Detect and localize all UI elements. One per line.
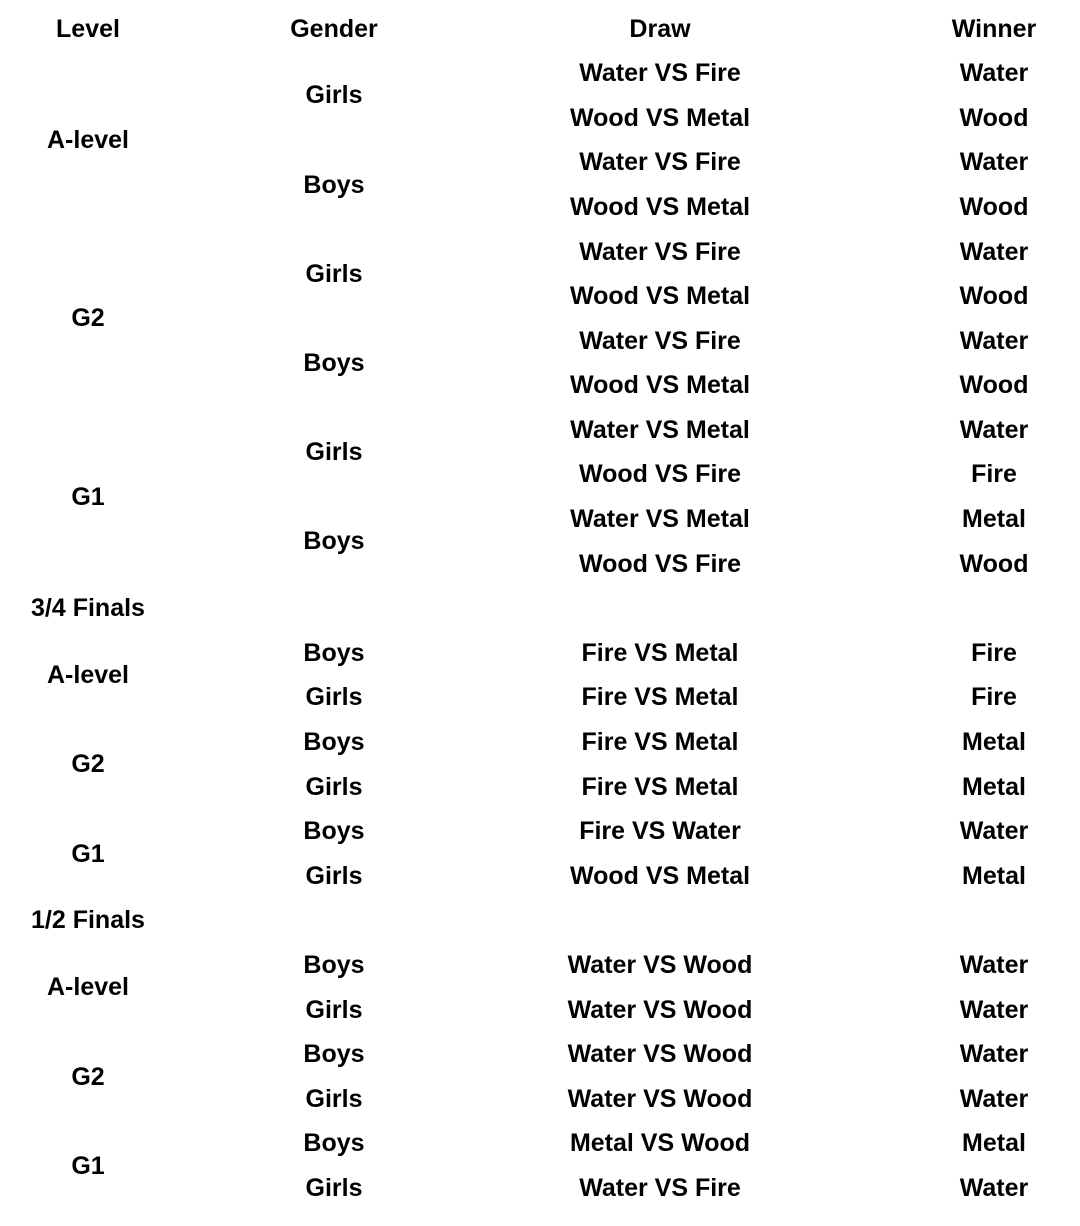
table-row xyxy=(0,810,1080,855)
winner-cell: Water xyxy=(959,326,1029,355)
draw-cell: Water VS Wood xyxy=(567,951,753,980)
draw-cell: Fire VS Metal xyxy=(581,772,739,801)
draw-cell: Water VS Fire xyxy=(579,237,741,266)
level-cell: G1 xyxy=(71,482,105,511)
section-title: 3/4 Finals xyxy=(31,594,145,623)
empty-cell xyxy=(176,899,492,944)
winner-cell: Wood xyxy=(959,282,1029,311)
level-cell: G1 xyxy=(71,1151,105,1180)
winner-cell: Water xyxy=(959,415,1029,444)
winner-cell: Water xyxy=(959,148,1029,177)
draw-cell: Water VS Fire xyxy=(579,1173,741,1202)
level-cell: G2 xyxy=(71,304,105,333)
gender-cell: Girls xyxy=(305,81,363,110)
gender-cell: Girls xyxy=(305,1173,363,1202)
winner-cell: Metal xyxy=(962,1129,1026,1158)
winner-cell: Water xyxy=(959,59,1029,88)
level-cell: A-level xyxy=(47,973,129,1002)
column-header-gender: Gender xyxy=(290,14,378,43)
level-cell: G2 xyxy=(71,750,105,779)
winner-cell: Wood xyxy=(959,103,1029,132)
section-title-row xyxy=(0,587,1080,632)
winner-cell: Water xyxy=(959,1084,1029,1113)
draw-cell: Wood VS Fire xyxy=(578,460,742,489)
gender-cell: Girls xyxy=(305,995,363,1024)
draw-cell: Water VS Metal xyxy=(570,415,750,444)
gender-cell: Girls xyxy=(305,683,363,712)
draw-cell: Water VS Wood xyxy=(567,1040,753,1069)
empty-cell xyxy=(828,899,1080,944)
winner-cell: Wood xyxy=(959,192,1029,221)
draw-cell: Wood VS Metal xyxy=(569,192,751,221)
winner-cell: Metal xyxy=(962,772,1026,801)
draw-cell: Wood VS Metal xyxy=(569,371,751,400)
winner-cell: Water xyxy=(959,237,1029,266)
gender-cell: Girls xyxy=(305,861,363,890)
table-row xyxy=(0,1122,1080,1167)
gender-cell: Boys xyxy=(303,951,365,980)
gender-cell: Boys xyxy=(303,527,365,556)
winner-cell: Metal xyxy=(962,861,1026,890)
table-row xyxy=(0,631,1080,676)
draw-cell: Wood VS Fire xyxy=(578,549,742,578)
empty-cell xyxy=(492,899,828,944)
winner-cell: Wood xyxy=(959,371,1029,400)
draw-cell: Water VS Wood xyxy=(567,995,753,1024)
winner-cell: Water xyxy=(959,1040,1029,1069)
gender-cell: Boys xyxy=(303,170,365,199)
gender-cell: Boys xyxy=(303,728,365,757)
column-header-level: Level xyxy=(56,14,120,43)
empty-cell xyxy=(828,587,1080,632)
level-cell: G1 xyxy=(71,839,105,868)
empty-cell xyxy=(492,587,828,632)
gender-cell: Boys xyxy=(303,1040,365,1069)
draw-cell: Metal VS Wood xyxy=(569,1129,751,1158)
winner-cell: Fire xyxy=(971,638,1017,667)
draw-cell: Water VS Metal xyxy=(570,505,750,534)
column-header-draw: Draw xyxy=(629,14,691,43)
winner-cell: Metal xyxy=(962,728,1026,757)
table-row xyxy=(0,230,1080,275)
level-cell: G2 xyxy=(71,1062,105,1091)
winner-cell: Water xyxy=(959,995,1029,1024)
table-row xyxy=(0,408,1080,453)
winner-cell: Water xyxy=(959,817,1029,846)
table-row xyxy=(0,721,1080,766)
level-cell: A-level xyxy=(47,126,129,155)
gender-cell: Boys xyxy=(303,349,365,377)
gender-cell: Boys xyxy=(303,817,365,846)
gender-cell: Girls xyxy=(305,1084,363,1113)
gender-cell: Girls xyxy=(305,259,363,288)
draw-cell: Water VS Fire xyxy=(579,59,741,88)
winner-cell: Fire xyxy=(971,460,1017,489)
draw-cell: Water VS Fire xyxy=(579,326,741,355)
winner-cell: Water xyxy=(959,1173,1029,1202)
gender-cell: Boys xyxy=(303,1129,365,1158)
draw-cell: Fire VS Metal xyxy=(581,728,739,757)
draw-cell: Wood VS Metal xyxy=(569,861,751,890)
section-title-row xyxy=(0,899,1080,944)
draw-cell: Water VS Fire xyxy=(579,148,741,177)
level-cell: A-level xyxy=(47,661,129,690)
draw-cell: Fire VS Water xyxy=(579,817,741,846)
gender-cell: Girls xyxy=(305,438,363,467)
empty-cell xyxy=(176,587,492,632)
draw-cell: Fire VS Metal xyxy=(581,683,739,712)
gender-cell: Boys xyxy=(303,638,365,667)
gender-cell: Girls xyxy=(305,772,363,801)
table-row xyxy=(0,1033,1080,1078)
winner-cell: Water xyxy=(959,951,1029,980)
table-header-row xyxy=(0,7,1080,52)
table-row xyxy=(0,52,1080,97)
table-row xyxy=(0,943,1080,988)
draw-cell: Wood VS Metal xyxy=(569,103,751,132)
draw-cell: Fire VS Metal xyxy=(581,638,739,667)
section-title: 1/2 Finals xyxy=(31,906,145,935)
draw-cell: Wood VS Metal xyxy=(569,282,751,311)
column-header-winner: Winner xyxy=(951,14,1037,43)
winner-cell: Metal xyxy=(962,505,1026,534)
draw-cell: Water VS Wood xyxy=(567,1084,753,1113)
tournament-results-table xyxy=(0,7,1080,1211)
winner-cell: Fire xyxy=(971,683,1017,712)
winner-cell: Wood xyxy=(959,549,1029,578)
